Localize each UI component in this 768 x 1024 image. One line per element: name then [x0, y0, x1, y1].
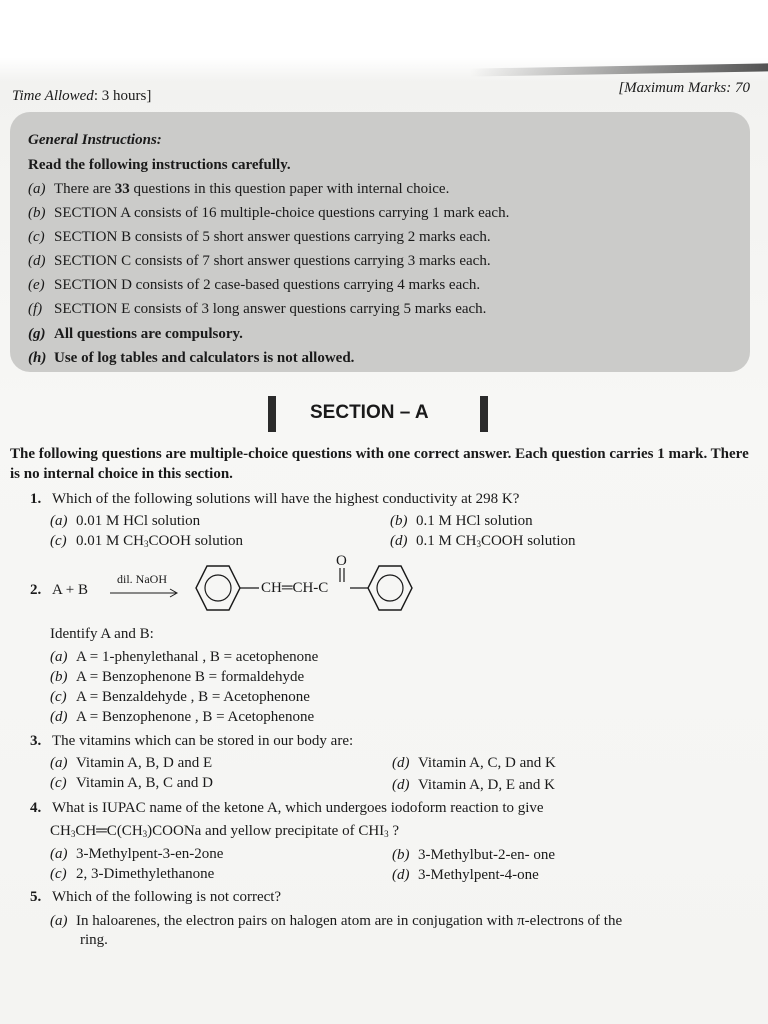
benzene-ring-right	[368, 566, 412, 610]
option-label: (b)	[50, 669, 68, 685]
option-text	[416, 533, 576, 549]
time-allowed-label: Time Allowed	[12, 88, 94, 104]
question-text: The vitamins which can be stored in our body are:	[52, 733, 354, 749]
formula-part: COOH solution	[148, 533, 244, 549]
formula-subscript: 3	[384, 829, 389, 839]
option-b	[390, 513, 533, 530]
option-text: A = 1-phenylethanal , B = acetophenone	[76, 649, 319, 665]
instruction-item	[28, 205, 509, 222]
question-4	[30, 800, 544, 817]
section-bar-left	[268, 396, 276, 432]
formula-part: CH═C(CH	[75, 823, 143, 839]
question-number: 1.	[30, 491, 42, 507]
option-text: A = Benzaldehyde , B = Acetophenone	[76, 689, 310, 705]
option-c	[50, 775, 213, 792]
instruction-label: (g)	[28, 326, 46, 342]
instruction-text: questions in this question paper with internal choice.	[129, 181, 450, 197]
option-text	[76, 533, 243, 549]
option-label: (d)	[392, 777, 410, 793]
reaction-arrow	[110, 588, 180, 598]
option-label: (d)	[50, 709, 68, 725]
reagent-label: dil. NaOH	[117, 572, 167, 586]
alkene-chain: CH═CH-C	[261, 580, 329, 596]
question-3	[30, 733, 353, 750]
option-label: (c)	[50, 775, 67, 791]
option-label: (b)	[392, 847, 410, 863]
question-text: Which of the following is not correct?	[52, 889, 282, 905]
option-label: (a)	[50, 649, 68, 665]
question-2-prompt: Identify A and B:	[50, 626, 154, 642]
option-d	[50, 709, 314, 726]
option-a	[50, 649, 318, 666]
question-1	[30, 491, 519, 508]
instruction-label: (b)	[28, 205, 46, 221]
formula-subscript: 3	[143, 539, 149, 549]
option-label: (a)	[50, 755, 68, 771]
instruction-item	[28, 326, 243, 343]
option-a	[50, 513, 200, 530]
instruction-label: (e)	[28, 277, 45, 293]
instruction-text: All questions are compulsory.	[54, 326, 243, 342]
option-label: (a)	[50, 846, 68, 862]
carbonyl-oxygen: O	[336, 553, 347, 569]
instruction-text: SECTION B consists of 5 short answer questions carrying 2 marks each.	[54, 229, 491, 245]
option-d	[390, 533, 576, 550]
option-text: A = Benzophenone B = formaldehyde	[76, 669, 305, 685]
instruction-item	[28, 350, 354, 367]
reactants: A + B	[52, 582, 88, 598]
instruction-text: SECTION E consists of 3 long answer questions carrying 5 marks each.	[54, 301, 487, 317]
option-text: Vitamin A, C, D and K	[418, 755, 556, 771]
question-number: 3.	[30, 733, 42, 749]
option-text: Vitamin A, B, C and D	[76, 775, 214, 791]
instruction-text: There are	[54, 181, 115, 197]
option-label: (d)	[390, 533, 408, 549]
instruction-label: (f)	[28, 301, 43, 317]
option-text: In haloarenes, the electron pairs on halogen atom are in conjugation with π-electrons of the	[76, 913, 623, 929]
formula-part: CH	[50, 823, 71, 839]
instruction-label: (c)	[28, 229, 45, 245]
question-text: What is IUPAC name of the ketone A, which undergoes iodoform reaction to give	[52, 800, 544, 816]
formula-part: ?	[388, 823, 400, 839]
formula-part: )COONa and yellow precipitate of CHI	[147, 823, 385, 839]
instruction-item	[28, 229, 491, 246]
question-5	[30, 889, 281, 906]
question-4-formula	[50, 823, 399, 840]
question-number: 5.	[30, 889, 42, 905]
instruction-text: SECTION C consists of 7 short answer questions carrying 3 marks each.	[54, 253, 491, 269]
option-text: Vitamin A, D, E and K	[418, 777, 555, 793]
section-bar-right	[480, 396, 488, 432]
option-d	[392, 777, 555, 794]
option-a	[50, 846, 223, 863]
option-label: (c)	[50, 533, 67, 549]
formula-part: COOH solution	[480, 533, 576, 549]
question-number: 4.	[30, 800, 42, 816]
section-intro: The following questions are multiple-choice questions with one correct answer. Each question carries 1 mark. There is no internal choice in this section.	[10, 446, 749, 482]
option-b	[392, 755, 556, 772]
instruction-item	[28, 181, 449, 198]
carbonyl-group	[340, 568, 344, 582]
instruction-text: Use of log tables and calculators is not allowed.	[54, 350, 355, 366]
option-d	[392, 867, 539, 884]
option-a	[50, 755, 212, 772]
option-b	[50, 669, 304, 686]
option-text: Vitamin A, B, D and E	[76, 755, 213, 771]
option-text: 3-Methylpent-4-one	[418, 867, 539, 883]
instruction-item	[28, 301, 486, 318]
instructions-title: General Instructions:	[28, 132, 162, 148]
option-c	[50, 533, 243, 550]
option-a-continued: ring.	[80, 932, 108, 948]
option-text: 3-Methylpent-3-en-2one	[76, 846, 224, 862]
question-count: 33	[114, 181, 130, 197]
option-label: (d)	[392, 755, 410, 771]
formula-part: 0.1 M CH	[416, 533, 477, 549]
maximum-marks-label: [Maximum Marks	[618, 80, 727, 96]
formula-part: 0.01 M CH	[76, 533, 144, 549]
instruction-item	[28, 253, 491, 270]
option-label: (c)	[50, 689, 67, 705]
instruction-text: SECTION A consists of 16 multiple-choice questions carrying 1 mark each.	[54, 205, 510, 221]
option-text: 2, 3-Dimethylethanone	[76, 866, 215, 882]
option-c	[50, 866, 214, 883]
instruction-text: SECTION D consists of 2 case-based questions carrying 4 marks each.	[54, 277, 481, 293]
instruction-label: (h)	[28, 350, 47, 366]
section-title: SECTION – A	[310, 402, 429, 423]
option-label: (d)	[392, 867, 410, 883]
option-c	[50, 689, 310, 706]
instructions-lead: Read the following instructions carefully.	[28, 157, 291, 173]
option-a	[50, 913, 622, 930]
option-label: (a)	[50, 913, 68, 929]
option-text: 0.01 M HCl solution	[76, 513, 201, 529]
time-allowed-value: : 3 hours]	[93, 88, 152, 104]
time-allowed	[12, 88, 151, 105]
formula-subscript: 3	[476, 539, 481, 549]
option-label: (b)	[390, 513, 408, 529]
benzene-ring-left	[196, 566, 240, 610]
option-b	[392, 847, 555, 864]
maximum-marks	[618, 80, 750, 97]
option-text: 0.1 M HCl solution	[416, 513, 533, 529]
maximum-marks-value: : 70	[726, 80, 750, 96]
instruction-label: (d)	[28, 253, 46, 269]
formula-subscript: 3	[70, 829, 76, 839]
option-label: (c)	[50, 866, 67, 882]
formula-subscript: 3	[142, 829, 148, 839]
option-text: A = Benzophenone , B = Acetophenone	[76, 709, 315, 725]
question-number: 2.	[30, 582, 42, 598]
option-text: 3-Methylbut-2-en- one	[418, 847, 556, 863]
instruction-item	[28, 277, 480, 294]
option-label: (a)	[50, 513, 68, 529]
question-2	[30, 582, 88, 599]
instruction-label: (a)	[28, 181, 46, 197]
question-text: Which of the following solutions will have the highest conductivity at 298 K?	[52, 491, 520, 507]
